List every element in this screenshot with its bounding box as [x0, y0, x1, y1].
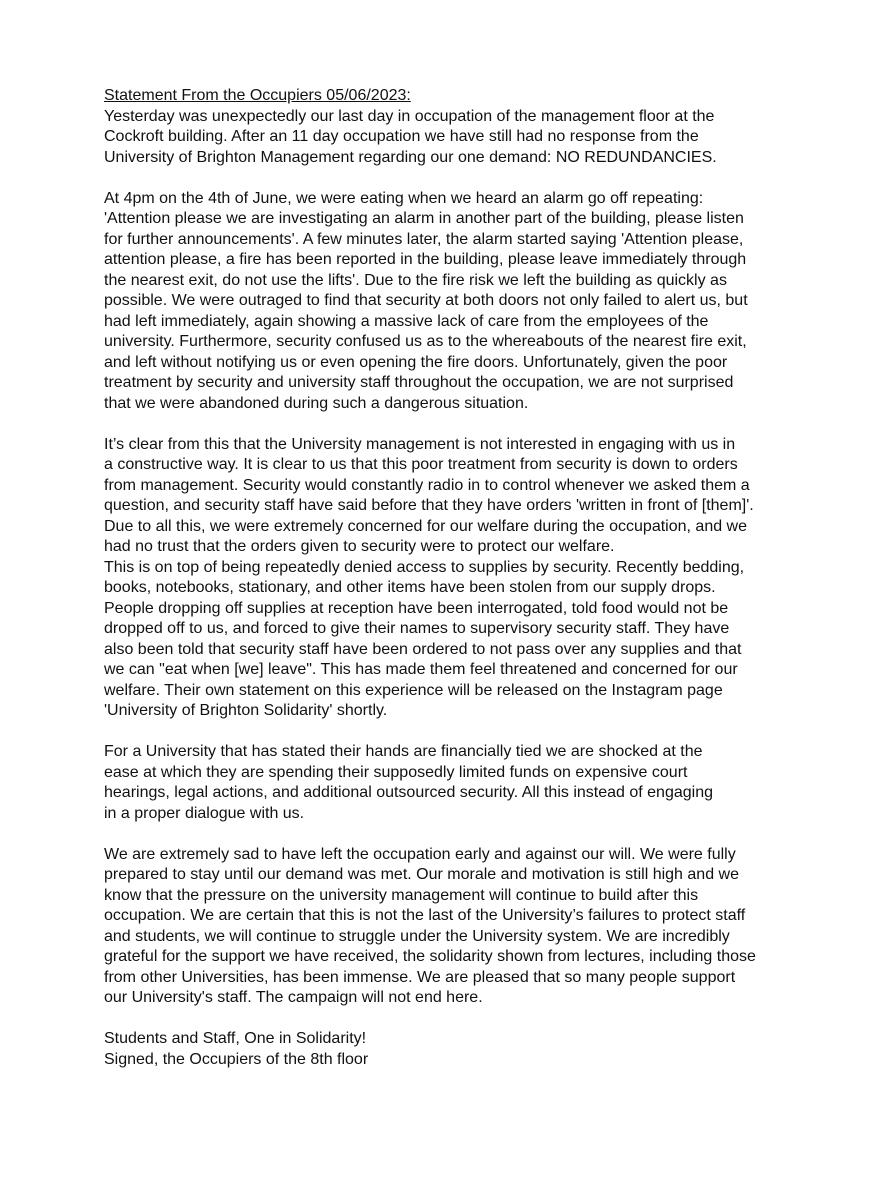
text-line: Due to all this, we were extremely concerned for our welfare during the occupation, and we — [104, 517, 748, 535]
text-line: prepared to stay until our demand was met. Our morale and motivation is still high and we — [104, 866, 739, 883]
text-line: had no trust that the orders given to security were to protect our welfare. — [104, 538, 615, 555]
text-line: treatment by security and university staff throughout the occupation, we are not surprised — [104, 374, 734, 391]
paragraph-management — [104, 435, 794, 558]
text-line: had left immediately, again showing a massive lack of care from the employees of the — [104, 312, 709, 330]
text-line: the nearest exit, do not use the lifts'. Due to the fire risk we left the building as quickly as — [104, 271, 727, 289]
text-line: for further announcements'. A few minutes later, the alarm started saying 'Attention please, — [104, 230, 744, 248]
text-line: This is on top of being repeatedly denied access to supplies by security. Recently bedding, — [104, 558, 745, 576]
text-line: People dropping off supplies at reception have been interrogated, told food would not be — [104, 599, 729, 617]
text-line: grateful for the support we have received, the solidarity shown from lectures, including those — [104, 948, 756, 965]
text-line: dropped off to us, and forced to give their names to supervisory security staff. They have — [104, 620, 730, 637]
text-line: occupation. We are certain that this is not the last of the University’s failures to protect staff — [104, 907, 746, 924]
text-line: a constructive way. It is clear to us that this poor treatment from security is down to orders — [104, 456, 738, 473]
paragraph-intro — [104, 107, 794, 169]
text-line: At 4pm on the 4th of June, we were eating when we heard an alarm go off repeating: — [104, 189, 704, 207]
text-line: from management. Security would constantly radio in to control whenever we asked them a — [104, 476, 750, 494]
text-line: know that the pressure on the university management will continue to build after this — [104, 886, 699, 904]
document-title: Statement From the Occupiers 05/06/2023: — [104, 87, 411, 104]
text-line: hearings, legal actions, and additional outsourced security. All this instead of engaging — [104, 784, 713, 801]
text-line: university. Furthermore, security confused us as to the whereabouts of the nearest fire exit, — [104, 333, 747, 350]
text-line: 'University of Brighton Solidarity' shortly. — [104, 702, 388, 719]
text-line: that we were abandoned during such a dangerous situation. — [104, 394, 529, 412]
text-line: welfare. Their own statement on this experience will be released on the Instagram page — [104, 681, 723, 699]
paragraph-supplies — [104, 558, 794, 722]
text-line: possible. We were outraged to find that security at both doors not only failed to alert us, but — [104, 292, 748, 309]
text-line: and left without notifying us or even opening the fire doors. Unfortunately, given the poor — [104, 353, 728, 371]
text-line: also been told that security staff have been ordered to not pass over any supplies and that — [104, 640, 742, 658]
signature-block — [104, 1029, 794, 1070]
text-line: in a proper dialogue with us. — [104, 804, 305, 822]
text-line: attention please, a fire has been reported in the building, please leave immediately through — [104, 251, 747, 268]
text-line: we can "eat when [we] leave". This has made them feel threatened and concerned for our — [104, 661, 738, 678]
paragraph-fire-alarm — [104, 189, 794, 415]
text-line: our University's staff. The campaign will not end here. — [104, 989, 483, 1006]
text-line: 'Attention please we are investigating an alarm in another part of the building, please listen — [104, 210, 744, 227]
text-line: We are extremely sad to have left the occupation early and against our will. We were fully — [104, 845, 736, 863]
paragraph-funds — [104, 742, 794, 824]
text-line: It’s clear from this that the University management is not interested in engaging with us in — [104, 435, 736, 453]
text-line: books, notebooks, stationary, and other items have been stolen from our supply drops. — [104, 579, 716, 596]
text-line: Cockroft building. After an 11 day occupation we have still had no response from the — [104, 128, 699, 145]
text-line: question, and security staff have said before that they have orders 'written in front of [them]'. — [104, 497, 754, 514]
text-line: For a University that has stated their hands are financially tied we are shocked at the — [104, 743, 703, 760]
text-line: from other Universities, has been immense. We are pleased that so many people support — [104, 968, 736, 986]
text-line: ease at which they are spending their supposedly limited funds on expensive court — [104, 763, 688, 781]
signature-line: Signed, the Occupiers of the 8th floor — [104, 1050, 369, 1068]
statement-document — [104, 86, 794, 1070]
sign-off-line: Students and Staff, One in Solidarity! — [104, 1030, 367, 1047]
paragraph-conclusion — [104, 845, 794, 1009]
text-line: Yesterday was unexpectedly our last day in occupation of the management floor at the — [104, 107, 715, 125]
text-line: and students, we will continue to struggle under the University system. We are incredibly — [104, 927, 730, 945]
text-line: University of Brighton Management regarding our one demand: NO REDUNDANCIES. — [104, 148, 717, 166]
